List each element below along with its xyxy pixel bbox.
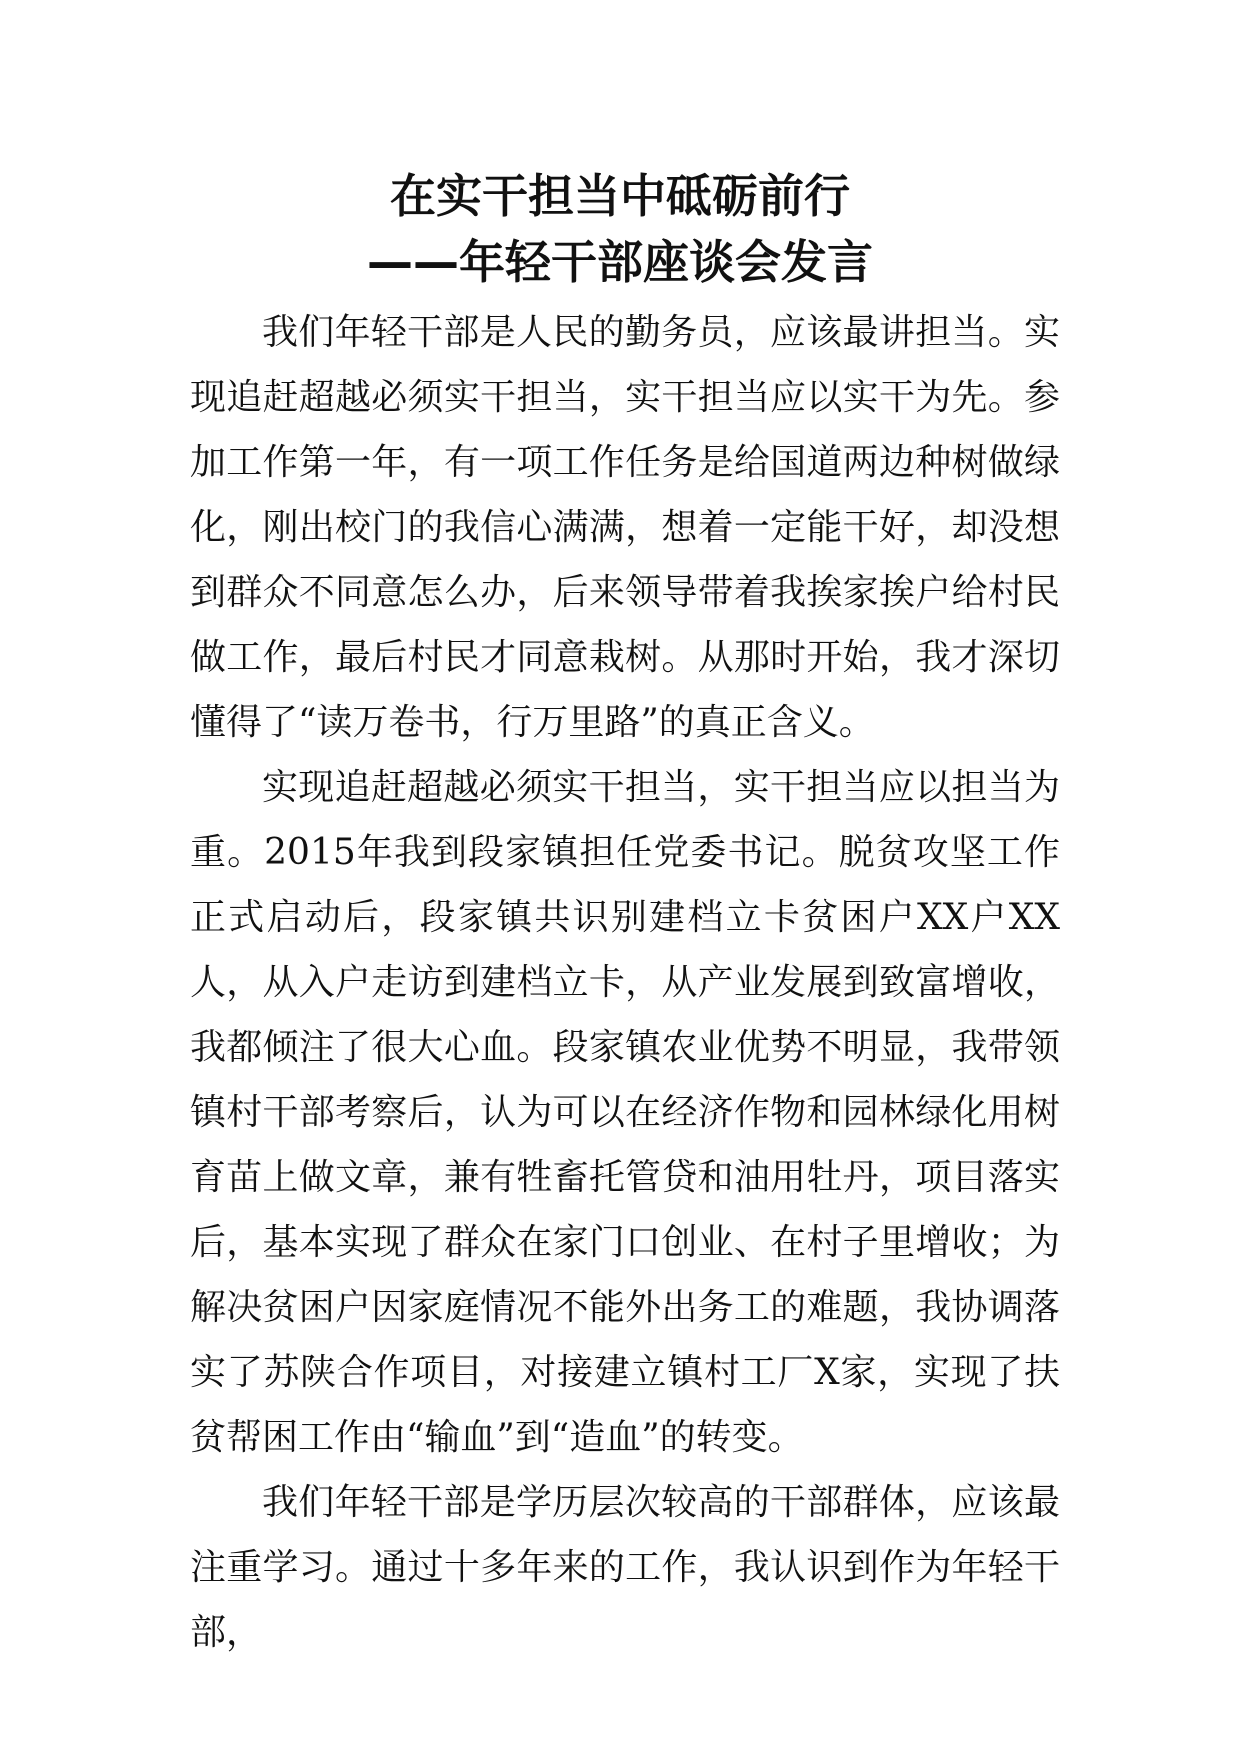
document-title: 在实干担当中砥砺前行	[390, 169, 850, 223]
document-body	[190, 300, 1060, 1665]
paragraph-3: 我们年轻干部是学历层次较高的干部群体，应该最注重学习。通过十多年来的工作，我认识到作为年轻干部，	[190, 1482, 1060, 1653]
paragraph-2: 实现追赶超越必须实干担当，实干担当应以担当为重。2015年我到段家镇担任党委书记。脱贫攻坚工作正式启动后，段家镇共识别建档立卡贫困户XX户XX人，从入户走访到建档立卡，从产业发展到致富增收，我都倾注了很大心血。段家镇农业优势不明显，我带领镇村干部考察后，认为可以在经济作物和园林绿化用树育苗上做文章，兼有牲畜托管贷和油用牡丹，项目落实后，基本实现了群众在家门口创业、在村子里增收；为解决贫困户因家庭情况不能外出务工的难题，我协调落实了苏陕合作项目，对接建立镇村工厂X家，实现了扶贫帮困工作由“输血”到“造血”的转变。	[190, 767, 1060, 1458]
document-subtitle: ——年轻干部座谈会发言	[367, 235, 873, 289]
paragraph-1: 我们年轻干部是人民的勤务员，应该最讲担当。实现追赶超越必须实干担当，实干担当应以实干为先。参加工作第一年，有一项工作任务是给国道两边种树做绿化，刚出校门的我信心满满，想着一定能干好，却没想到群众不同意怎么办，后来领导带着我挨家挨户给村民做工作，最后村民才同意栽树。从那时开始，我才深切懂得了“读万卷书，行万里路”的真正含义。	[190, 312, 1060, 743]
